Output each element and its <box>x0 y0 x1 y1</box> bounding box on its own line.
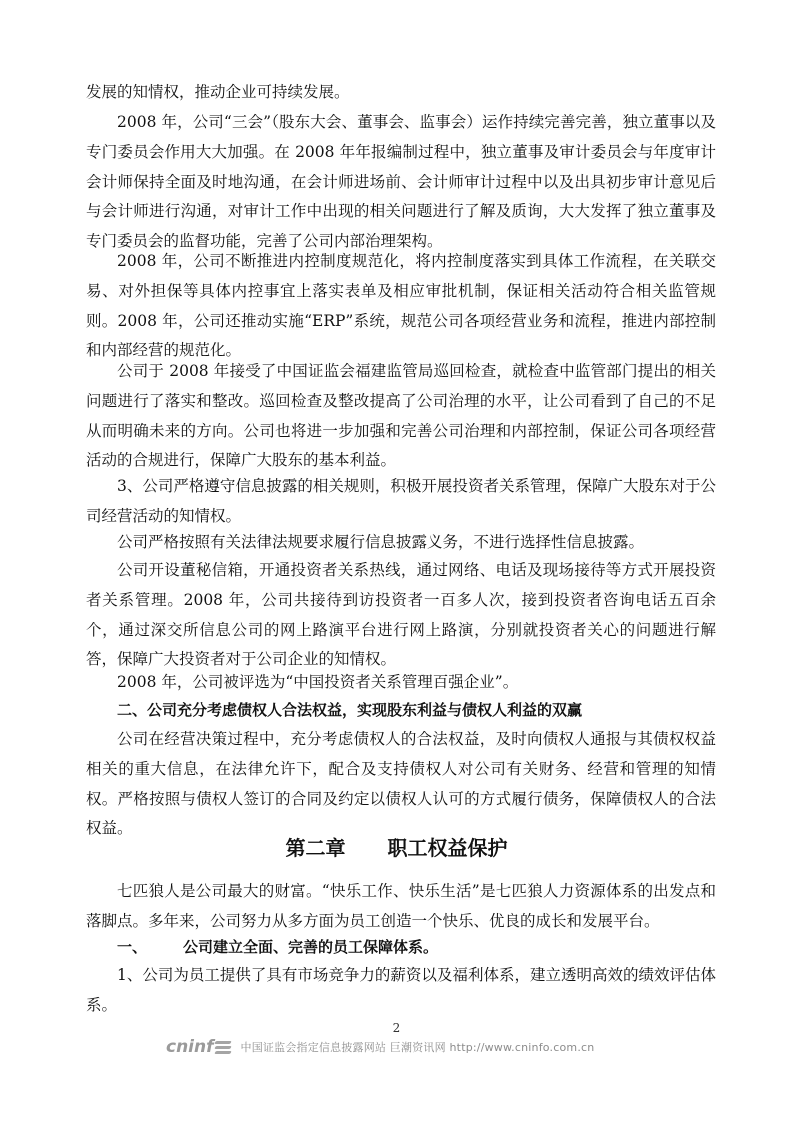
paragraph-award: 2008 年，公司被评选为“中国投资者关系管理百强企业”。 <box>117 673 519 691</box>
paragraph-creditors: 公司在经营决策过程中，充分考虑债权人的合法权益，及时向债权人通报与其债权权益相关的重大信息，在法律允许下，配合及支持债权人对公司有关财务、经营和管理的知情权。严格按照与债权人签订的合同及约定以债权人认可的方式履行债务，保障债权人的合法权益。 <box>86 730 716 838</box>
paragraph-three-committees: 2008 年，公司“三会”（股东大会、董事会、监事会）运作持续完善完善，独立董事以及专门委员会作用大大加强。在 2008 年年报编制过程中，独立董事及审计委员会与年度审计会计师保持全面及时地沟通，在会计师进场前、会计师审计过程中以及出具初步审计意见后与会计师进行沟通，对审计工作中出现的相关问题进行了解及质询，大大发挥了独立董事及专门委员会的监督功能，完善了公司内部治理架构。 <box>86 113 716 251</box>
subsection-number: 一、 <box>117 938 148 956</box>
page-number: 2 <box>392 1021 401 1035</box>
paragraph-disclosure-obligation: 公司严格按照有关法律法规要求履行信息披露义务，不进行选择性信息披露。 <box>117 533 645 551</box>
paragraph-inspection: 公司于 2008 年接受了中国证监会福建监管局巡回检查，就检查中监管部门提出的相关问题进行了落实和整改。巡回检查及整改提高了公司治理的水平，让公司看到了自己的不足从而明确未来的方向。公司也将进一步加强和完善公司治理和内部控制，保证公司各项经营活动的合规进行，保障广大股东的基本利益。 <box>86 362 716 470</box>
subsection-heading <box>86 933 716 963</box>
footer-site-text: 中国证监会指定信息披露网站 巨潮资讯网 http://www.cninfo.com.cn <box>240 1041 595 1054</box>
cninf-logo: cninf <box>166 1037 214 1057</box>
subsection-title: 公司建立全面、完善的员工保障体系。 <box>183 938 439 956</box>
paragraph-salary: 1、公司为员工提供了具有市场竞争力的薪资以及福利体系，建立透明高效的绩效评估体系。 <box>86 966 716 1014</box>
chapter-title: 职工权益保护 <box>387 836 508 860</box>
paragraph-internal-control: 2008 年，公司不断推进内控制度规范化，将内控制度落实到具体工作流程，在关联交易、对外担保等具体内控事宜上落实表单及相应审批机制，保证相关活动符合相关监管规则。2008 年，公司还推动实施“ERP”系统，规范公司各项经营业务和流程，推进内部控制和内部经营的规范化。 <box>86 252 716 360</box>
paragraph-continuation: 发展的知情权，推动企业可持续发展。 <box>86 83 350 101</box>
paragraph-disclosure-rules: 3、公司严格遵守信息披露的相关规则，积极开展投资者关系管理，保障广大股东对于公司经营活动的知情权。 <box>86 477 716 525</box>
chapter-number: 第二章 <box>285 836 346 860</box>
chapter-heading <box>0 833 793 863</box>
cninf-logo-icon <box>215 1040 231 1054</box>
section-heading-creditors: 二、公司充分考虑债权人合法权益，实现股东利益与债权人利益的双赢 <box>117 701 583 719</box>
footer-brand <box>166 1037 594 1057</box>
paragraph-chapter-intro: 七匹狼人是公司最大的财富。“快乐工作、快乐生活”是七匹狼人力资源体系的出发点和落脚点。多年来，公司努力从多方面为员工创造一个快乐、优良的成长和发展平台。 <box>86 882 716 930</box>
paragraph-investor-relations: 公司开设董秘信箱，开通投资者关系热线，通过网络、电话及现场接待等方式开展投资者关系管理。2008 年，公司共接待到访投资者一百多人次，接到投资者咨询电话五百余个，通过深交所信息公司的网上路演平台进行网上路演，分别就投资者关心的问题进行解答，保障广大投资者对于公司企业的知情权。 <box>86 561 716 669</box>
